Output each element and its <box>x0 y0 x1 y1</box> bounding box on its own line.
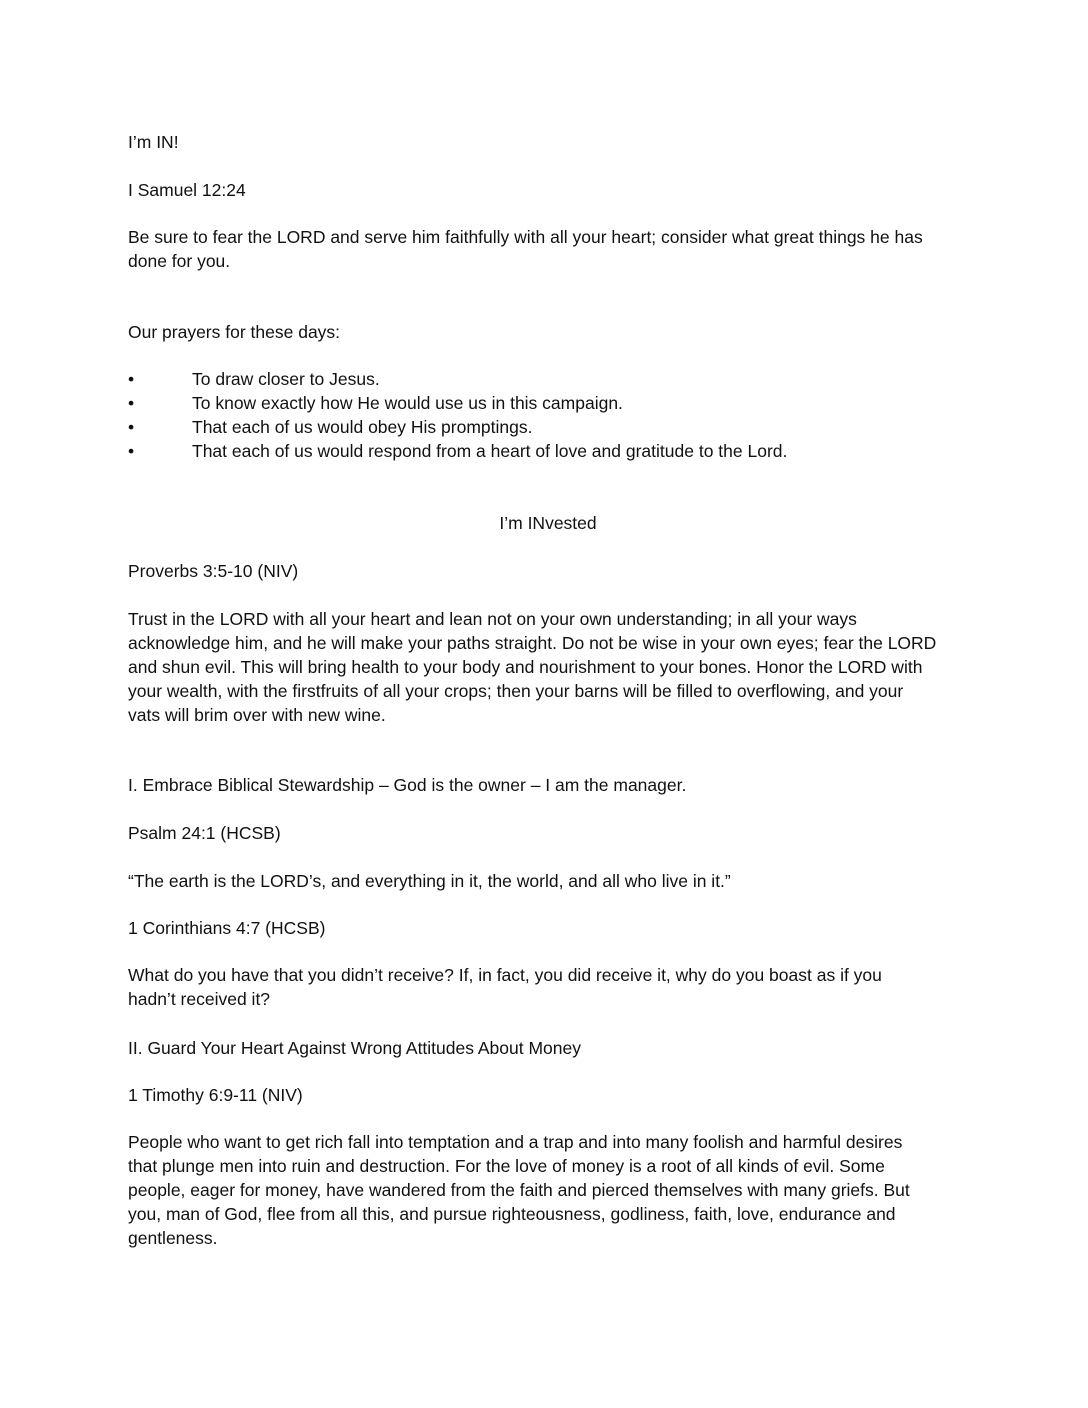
list-item-text: That each of us would respond from a heart of love and gratitude to the Lord. <box>192 441 788 461</box>
bullet-icon: • <box>128 441 135 461</box>
psalm-text: “The earth is the LORD’s, and everything in it, the world, and all who live in it.” <box>128 871 731 891</box>
samuel-reference: I Samuel 12:24 <box>128 180 246 200</box>
list-item-text: That each of us would obey His promptings. <box>192 417 533 437</box>
page-title: I’m IN! <box>128 132 179 152</box>
list-item-text: To draw closer to Jesus. <box>192 369 380 389</box>
samuel-text: Be sure to fear the LORD and serve him faithfully with all your heart; consider what great things he has done for you. <box>128 227 923 271</box>
corinthians-text: What do you have that you didn’t receive? If, in fact, you did receive it, why do you boast as if you hadn’t received it? <box>128 965 882 1009</box>
timothy-text: People who want to get rich fall into temptation and a trap and into many foolish and harmful desires that plunge men into ruin and destruction. For the love of money is a root of all kinds of evil. Some people, eager for money, have wandered from the faith and pierced themselves with many griefs. But you, man of God, flee from all this, and pursue righteousness, godliness, faith, love, endurance and gentleness. <box>128 1132 910 1248</box>
proverbs-reference: Proverbs 3:5-10 (NIV) <box>128 561 299 581</box>
timothy-reference: 1 Timothy 6:9-11 (NIV) <box>128 1085 303 1105</box>
section-heading-invested: I’m INvested <box>499 513 597 533</box>
psalm-reference: Psalm 24:1 (HCSB) <box>128 823 281 843</box>
point-two-heading: II. Guard Your Heart Against Wrong Attitudes About Money <box>128 1038 582 1058</box>
list-item-text: To know exactly how He would use us in this campaign. <box>192 393 623 413</box>
proverbs-text: Trust in the LORD with all your heart and lean not on your own understanding; in all your ways acknowledge him, and he will make your paths straight. Do not be wise in your own eyes; fear the LORD and shun evil. This will bring health to your body and nourishment to your bones. Honor the LORD with your wealth, with the firstfruits of all your crops; then your barns will be filled to overflowing, and your vats will brim over with new wine. <box>128 609 937 725</box>
point-one-heading: I. Embrace Biblical Stewardship – God is the owner – I am the manager. <box>128 775 687 795</box>
bullet-icon: • <box>128 369 135 389</box>
prayers-heading: Our prayers for these days: <box>128 322 341 342</box>
bullet-icon: • <box>128 417 135 437</box>
corinthians-reference: 1 Corinthians 4:7 (HCSB) <box>128 918 326 938</box>
bullet-icon: • <box>128 393 135 413</box>
